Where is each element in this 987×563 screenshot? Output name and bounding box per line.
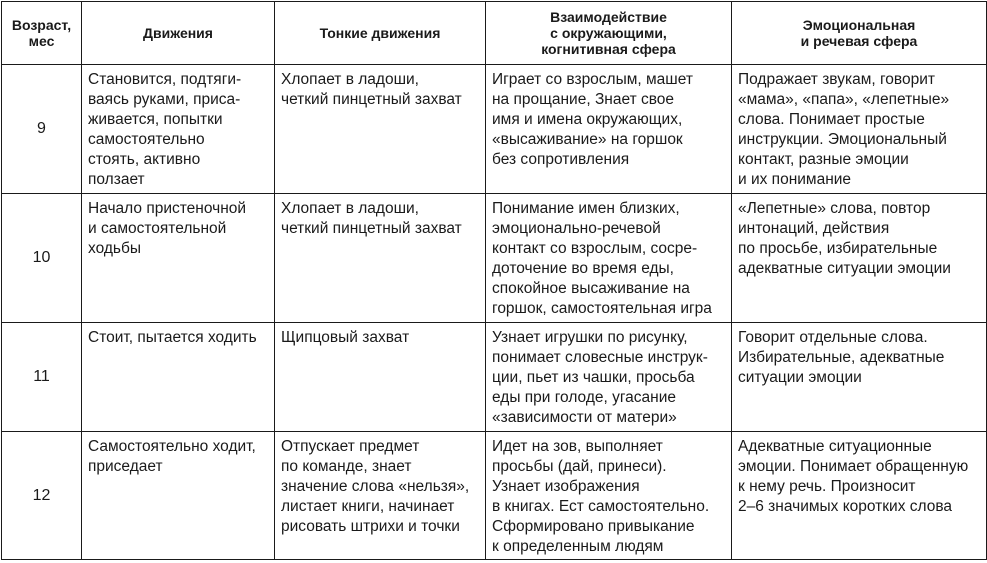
cell-line: на прощание, Знает свое — [492, 91, 675, 108]
cell-line: Становится, подтяги- — [88, 71, 242, 88]
cell-line: адекватные ситуации эмоции — [738, 260, 951, 277]
cell-line: ползает — [88, 171, 145, 188]
cell-line: имя и имена окружающих, — [492, 111, 683, 128]
age-cell: 11 — [2, 323, 82, 432]
fine-movement-cell — [275, 432, 486, 560]
cell-line: четкий пинцетный захват — [281, 91, 462, 108]
development-table — [1, 1, 987, 560]
cell-line: «мама», «папа», «лепетные» — [738, 91, 950, 108]
cell-line: контакт со взрослым, сосре- — [492, 240, 698, 257]
emotional-cell — [732, 432, 987, 560]
cell-line: живается, попытки — [88, 111, 223, 128]
header-line: мес — [28, 33, 55, 49]
social-cell — [486, 65, 732, 194]
cell-line: просьбы (дай, принеси). — [492, 458, 667, 475]
movement-cell — [82, 194, 275, 323]
cell-line: четкий пинцетный захват — [281, 220, 462, 237]
social-cell — [486, 323, 732, 432]
emotional-cell — [732, 194, 987, 323]
cell-line: ходьбы — [88, 240, 141, 257]
cell-line: «зависимости от матери» — [492, 409, 677, 426]
cell-line: Отпускает предмет — [281, 438, 420, 455]
fine-movement-cell — [275, 323, 486, 432]
cell-line: «высаживание» на горшок — [492, 131, 683, 148]
cell-line: листает книги, начинает — [281, 498, 455, 515]
cell-line: без сопротивления — [492, 151, 630, 168]
cell-line: в книгах. Ест самостоятельно. — [492, 498, 710, 515]
cell-line: к нему речь. Произносит — [738, 478, 916, 495]
header-line: когнитивная сфера — [541, 41, 676, 57]
social-cell — [486, 194, 732, 323]
movement-cell — [82, 323, 275, 432]
cell-line: ситуации эмоции — [738, 369, 862, 386]
cell-line: самостоятельно — [88, 131, 205, 148]
cell-line: и их понимание — [738, 171, 852, 188]
header-age — [2, 2, 82, 65]
cell-line: по команде, знает — [281, 458, 412, 475]
age-cell: 12 — [2, 432, 82, 560]
age-cell: 10 — [2, 194, 82, 323]
cell-line: ваясь руками, приса- — [88, 91, 241, 108]
cell-line: Начало пристеночной — [88, 200, 247, 217]
cell-line: «Лепетные» слова, повтор — [738, 200, 931, 217]
header-line: Взаимодействие — [550, 9, 667, 25]
table-row — [2, 65, 987, 194]
cell-line: Стоит, пытается ходить — [88, 329, 257, 346]
cell-line: Щипцовый захват — [281, 329, 410, 346]
movement-cell — [82, 65, 275, 194]
cell-line: Узнает игрушки по рисунку, — [492, 329, 688, 346]
cell-line: Подражает звукам, говорит — [738, 71, 935, 88]
cell-line: приседает — [88, 458, 163, 475]
cell-line: по просьбе, избирательные — [738, 240, 938, 257]
cell-line: контакт, разные эмоции — [738, 151, 909, 168]
table-row — [2, 323, 987, 432]
header-line: Тонкие движения — [319, 25, 441, 41]
cell-line: эмоции. Понимает обращенную — [738, 458, 969, 475]
header-line: и речевая сфера — [800, 33, 918, 49]
table-row — [2, 194, 987, 323]
cell-line: доточение во время еды, — [492, 260, 674, 277]
header-movement — [82, 2, 275, 65]
age-cell: 9 — [2, 65, 82, 194]
header-line: с окружающими, — [550, 25, 667, 41]
cell-line: Самостоятельно ходит, — [88, 438, 256, 455]
cell-line: Адекватные ситуационные — [738, 438, 932, 455]
cell-line: Идет на зов, выполняет — [492, 438, 663, 455]
cell-line: горшок, самостоятельная игра — [492, 300, 712, 317]
fine-movement-cell — [275, 194, 486, 323]
emotional-cell — [732, 65, 987, 194]
header-line: Возраст, — [11, 17, 72, 33]
cell-line: эмоционально-речевой — [492, 220, 661, 237]
cell-line: Понимание имен близких, — [492, 200, 680, 217]
fine-movement-cell — [275, 65, 486, 194]
cell-line: Сформировано привыкание — [492, 518, 695, 535]
movement-cell — [82, 432, 275, 560]
cell-line: рисовать штрихи и точки — [281, 518, 460, 535]
table-row — [2, 432, 987, 560]
cell-line: Хлопает в ладоши, — [281, 200, 419, 217]
cell-line: Узнает изображения — [492, 478, 640, 495]
cell-line: интонаций, действия — [738, 220, 890, 237]
emotional-cell — [732, 323, 987, 432]
header-social — [486, 2, 732, 65]
cell-line: инструкции. Эмоциональный — [738, 131, 947, 148]
social-cell — [486, 432, 732, 560]
cell-line: к определенным людям — [492, 538, 664, 555]
header-line: Движения — [143, 25, 213, 41]
cell-line: значение слова «нельзя», — [281, 478, 470, 495]
header-fine-movement — [275, 2, 486, 65]
cell-line: и самостоятельной — [88, 220, 227, 237]
cell-line: слова. Понимает простые — [738, 111, 925, 128]
cell-line: спокойное высаживание на — [492, 280, 690, 297]
cell-line: ции, пьет из чашки, просьба — [492, 369, 695, 386]
cell-line: Избирательные, адекватные — [738, 349, 945, 366]
header-row — [2, 2, 987, 65]
cell-line: Хлопает в ладоши, — [281, 71, 419, 88]
cell-line: еды при голоде, угасание — [492, 389, 677, 406]
cell-line: Говорит отдельные слова. — [738, 329, 928, 346]
cell-line: 2–6 значимых коротких слова — [738, 498, 953, 515]
cell-line: Играет со взрослым, машет — [492, 71, 693, 88]
header-line: Эмоциональная — [802, 17, 916, 33]
cell-line: стоять, активно — [88, 151, 201, 168]
header-emotional — [732, 2, 987, 65]
cell-line: понимает словесные инструк- — [492, 349, 708, 366]
